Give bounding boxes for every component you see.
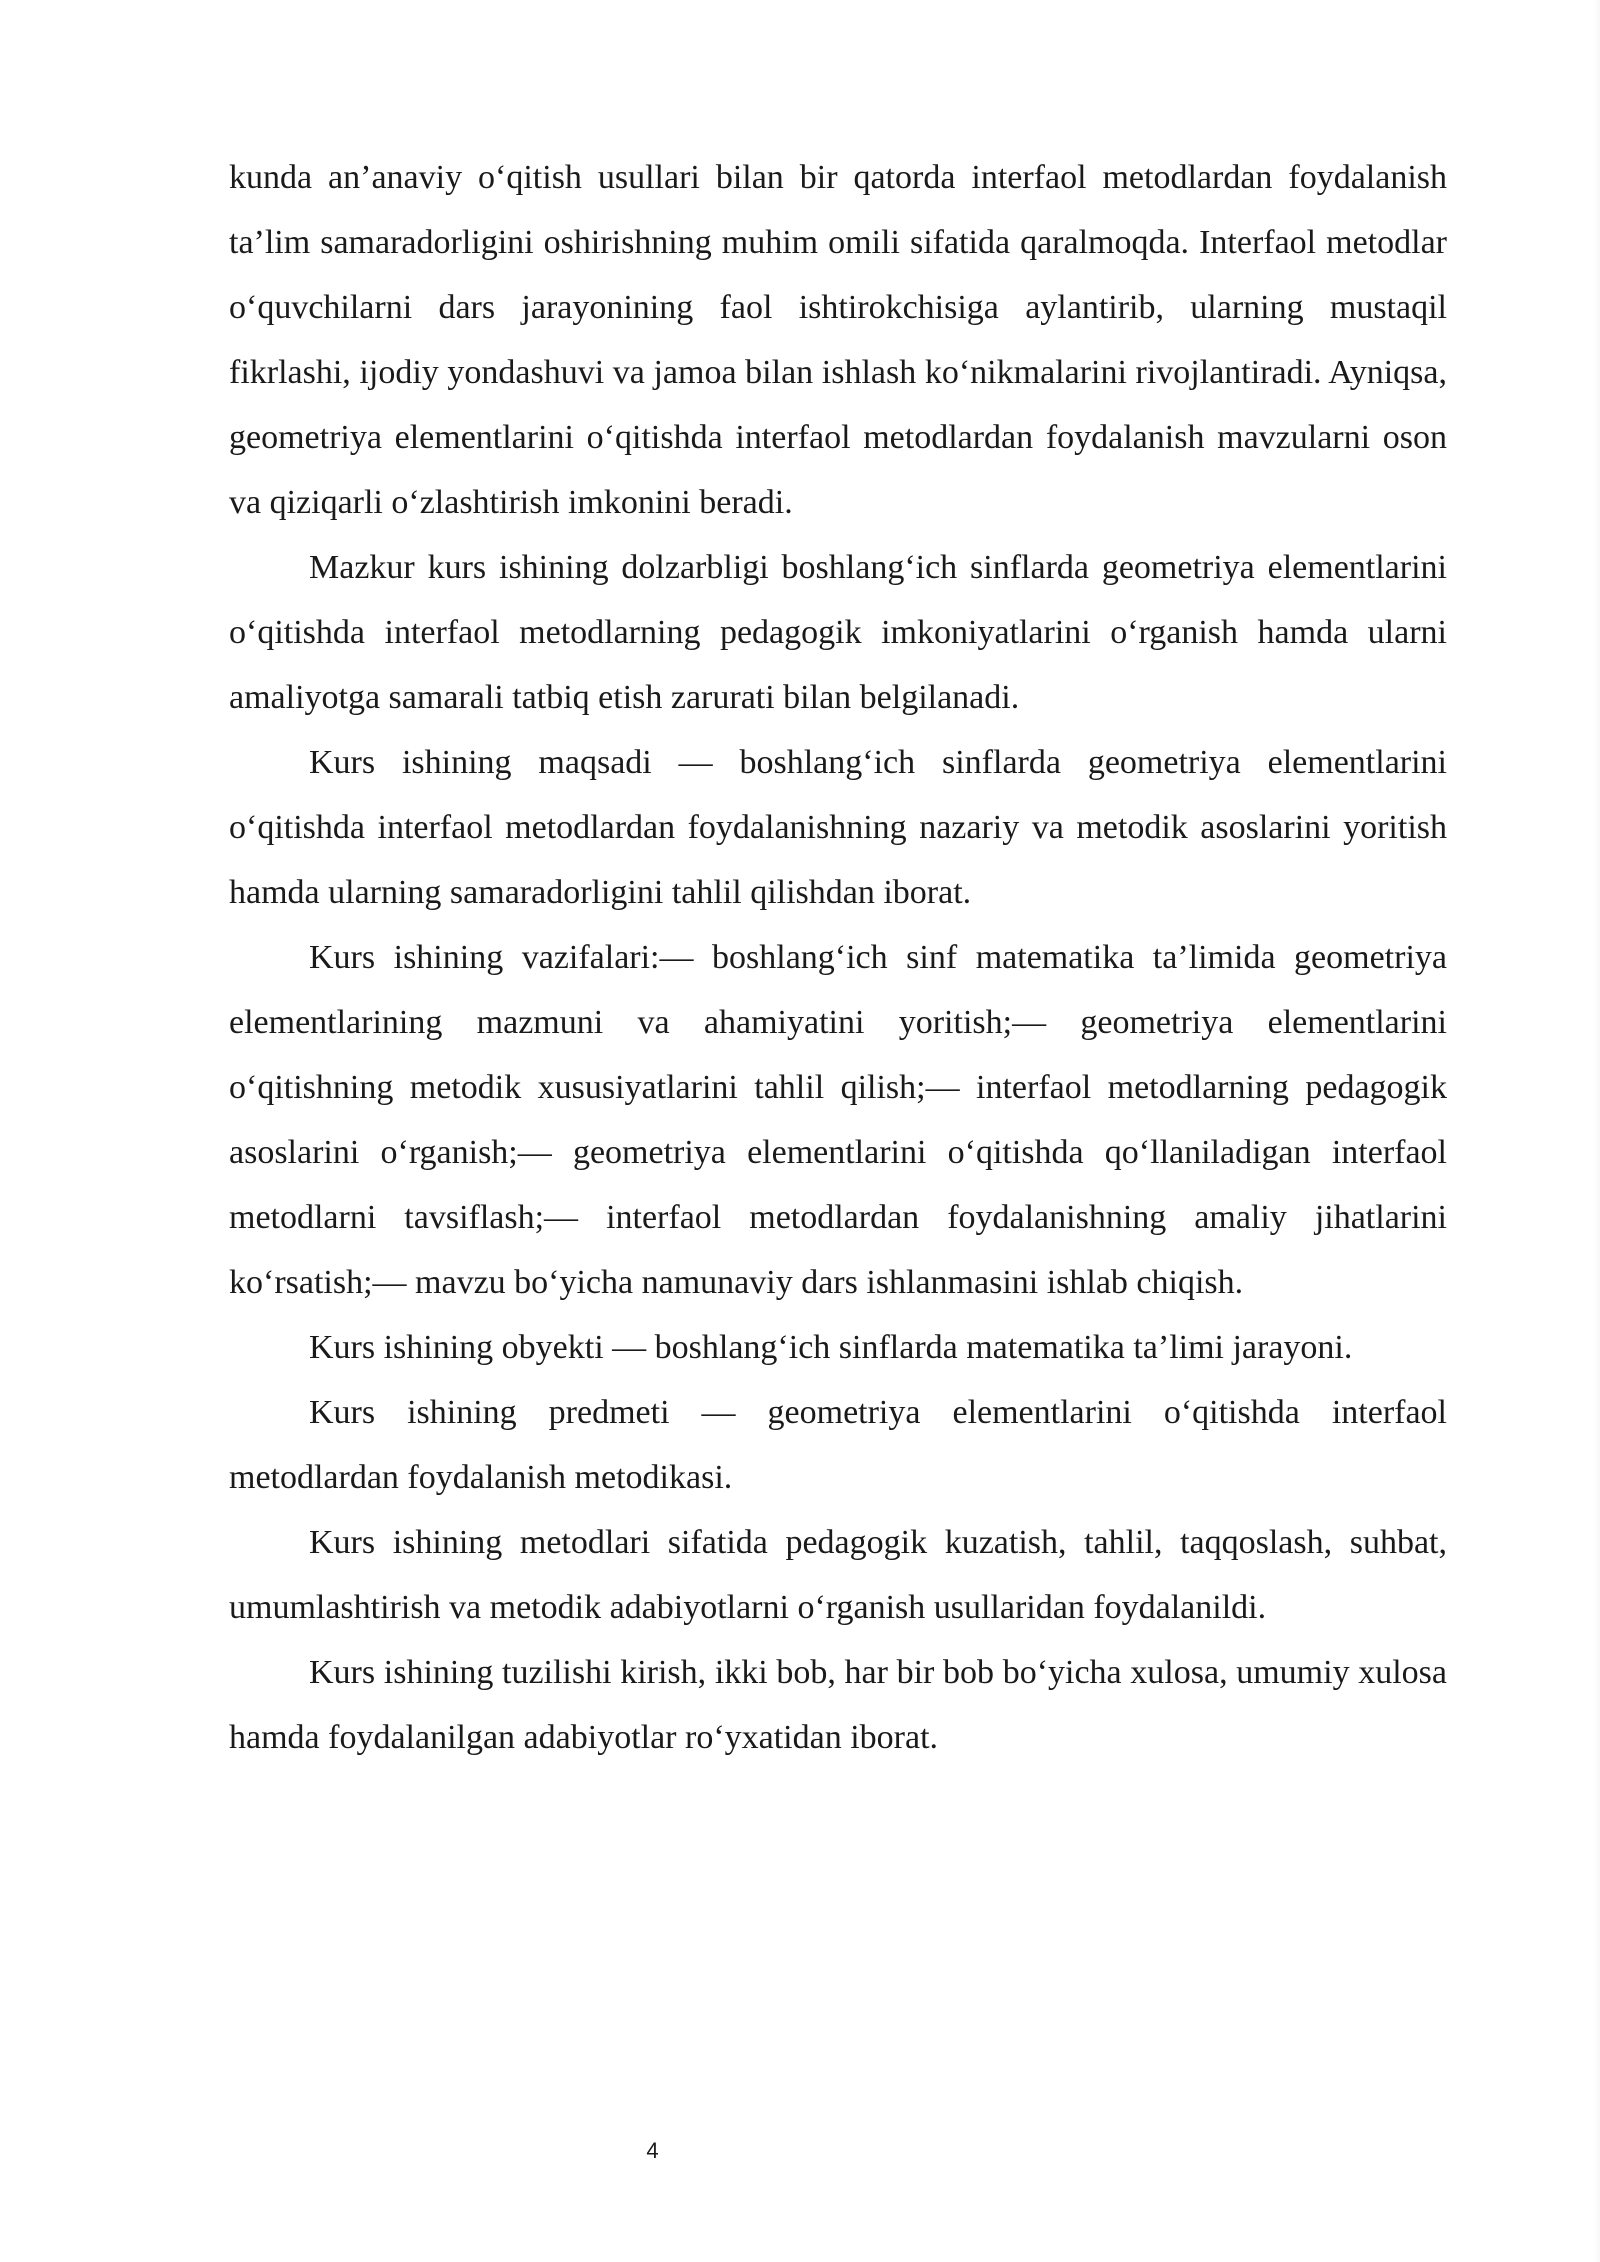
paragraph-methods: Kurs ishining metodlari sifatida pedagogik kuzatish, tahlil, taqqoslash, suhbat, umumlashtirish va metodik adabiyotlarni o‘rganish usullaridan foydalanildi.	[229, 1524, 1447, 1626]
paragraph-subject: Kurs ishining predmeti — geometriya elementlarini o‘qitishda interfaol metodlardan foydalanish metodikasi.	[229, 1394, 1447, 1496]
page-edge	[1594, 0, 1600, 2262]
paragraph-tasks: Kurs ishining vazifalari:— boshlang‘ich sinf matematika ta’limida geometriya elementlarining mazmuni va ahamiyatini yoritish;— geometriya elementlarini o‘qitishning metodik xususiyatlarini tahlil qilish;— interfaol metodlarning pedagogik asoslarini o‘rganish;— geometriya elementlarini o‘qitishda qo‘llaniladigan interfaol metodlarni tavsiflash;— interfaol metodlardan foydalanishning amaliy jihatlarini ko‘rsatish;— mavzu bo‘yicha namunaviy dars ishlanmasini ishlab chiqish.	[229, 939, 1447, 1301]
page-number: 4	[646, 2138, 659, 2163]
body-text	[229, 145, 1447, 1770]
paragraph-structure: Kurs ishining tuzilishi kirish, ikki bob, har bir bob bo‘yicha xulosa, umumiy xulosa hamda foydalanilgan adabiyotlar ro‘yxatidan iborat.	[229, 1654, 1447, 1756]
paragraph-relevance: Mazkur kurs ishining dolzarbligi boshlang‘ich sinflarda geometriya elementlarini o‘qitishda interfaol metodlarning pedagogik imkoniyatlarini o‘rganish hamda ularni amaliyotga samarali tatbiq etish zarurati bilan belgilanadi.	[229, 549, 1447, 716]
paragraph-intro-continuation: kunda an’anaviy o‘qitish usullari bilan bir qatorda interfaol metodlardan foydalanish ta’lim samaradorligini oshirishning muhim omili sifatida qaralmoqda. Interfaol metodlar o‘quvchilarni dars jarayonining faol ishtirokchisiga aylantirib, ularning mustaqil fikrlashi, ijodiy yondashuvi va jamoa bilan ishlash ko‘nikmalarini rivojlantiradi. Ayniqsa, geometriya elementlarini o‘qitishda interfaol metodlardan foydalanish mavzularni oson va qiziqarli o‘zlashtirish imkonini beradi.	[229, 159, 1447, 521]
paragraph-goal: Kurs ishining maqsadi — boshlang‘ich sinflarda geometriya elementlarini o‘qitishda interfaol metodlardan foydalanishning nazariy va metodik asoslarini yoritish hamda ularning samaradorligini tahlil qilishdan iborat.	[229, 744, 1447, 911]
paragraph-object: Kurs ishining obyekti — boshlang‘ich sinflarda matematika ta’limi jarayoni.	[309, 1329, 1353, 1366]
